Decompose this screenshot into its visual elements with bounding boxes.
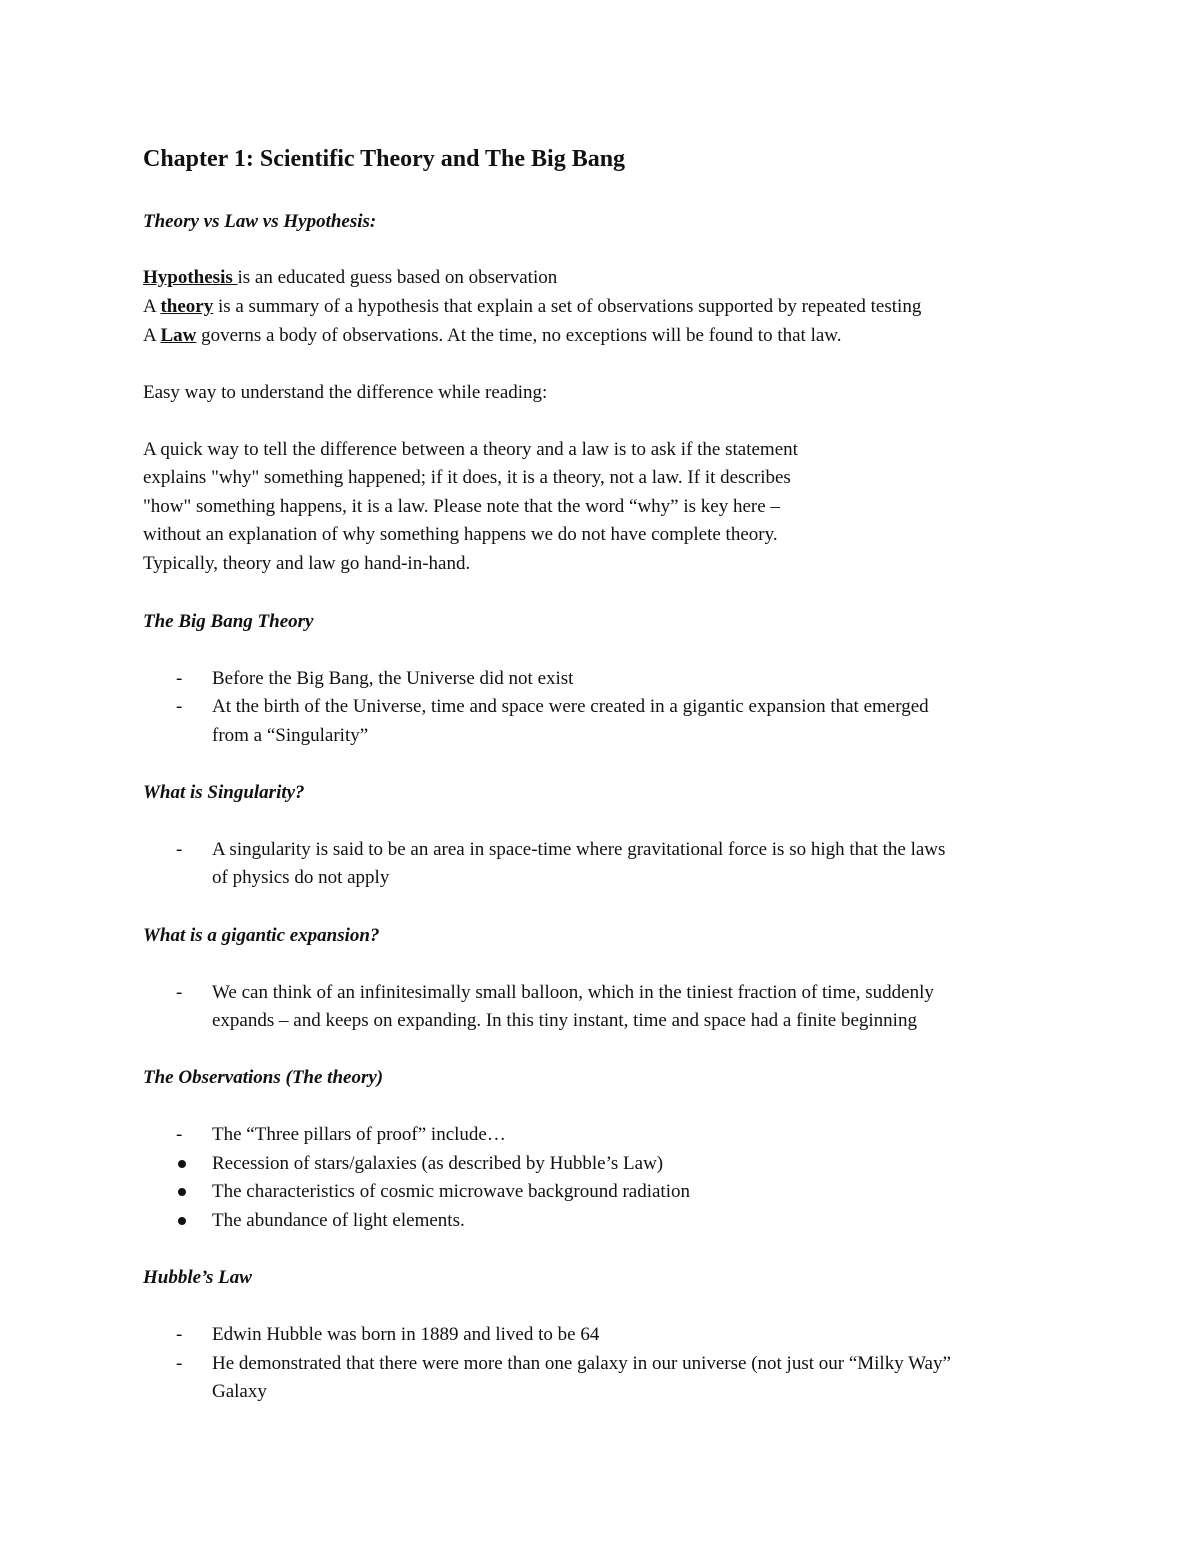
theory-term: theory	[160, 296, 214, 317]
bullet-item: Recession of stars/galaxies (as described by Hubble’s Law)	[212, 1153, 664, 1174]
list-item-continuation: expands – and keeps on expanding. In this tiny instant, time and space had a finite beginning	[212, 1010, 917, 1031]
dash-marker: -	[176, 839, 183, 860]
law-prefix: A	[143, 325, 161, 346]
law-definition	[143, 324, 842, 348]
theory-text: is a summary of a hypothesis that explain a set of observations supported by repeated testing	[213, 296, 922, 317]
bullet-item: The characteristics of cosmic microwave background radiation	[212, 1181, 690, 1202]
section-heading-singularity: What is Singularity?	[143, 782, 305, 803]
easy-way-line: Easy way to understand the difference while reading:	[143, 382, 548, 403]
theory-prefix: A	[143, 296, 161, 317]
dash-marker: -	[176, 1353, 183, 1374]
list-item: He demonstrated that there were more than one galaxy in our universe (not just our “Milky Way”	[212, 1353, 951, 1374]
dash-marker: -	[176, 1324, 183, 1345]
list-item: We can think of an infinitesimally small balloon, which in the tiniest fraction of time, suddenly	[212, 982, 934, 1003]
law-text: governs a body of observations. At the time, no exceptions will be found to that law.	[196, 325, 842, 346]
dash-marker: -	[176, 982, 183, 1003]
list-item: Before the Big Bang, the Universe did not exist	[212, 668, 574, 689]
bullet-icon	[178, 1217, 186, 1225]
list-item-continuation: from a “Singularity”	[212, 725, 369, 746]
bullet-icon	[178, 1188, 186, 1196]
hypothesis-definition	[143, 266, 557, 290]
dash-marker: -	[176, 696, 183, 717]
paragraph-line: "how" something happens, it is a law. Please note that the word “why” is key here –	[143, 496, 780, 517]
chapter-title: Chapter 1: Scientific Theory and The Big Bang	[143, 146, 626, 172]
bullet-icon	[178, 1160, 186, 1168]
list-item: Edwin Hubble was born in 1889 and lived to be 64	[212, 1324, 600, 1345]
section-heading-observations: The Observations (The theory)	[143, 1067, 384, 1088]
list-item: At the birth of the Universe, time and space were created in a gigantic expansion that emerged	[212, 696, 929, 717]
section-heading-big-bang: The Big Bang Theory	[143, 611, 314, 632]
dash-marker: -	[176, 1124, 183, 1145]
bullet-item: The abundance of light elements.	[212, 1210, 465, 1231]
section-heading-expansion: What is a gigantic expansion?	[143, 925, 380, 946]
dash-marker: -	[176, 668, 183, 689]
section-heading-theory-law-hypothesis: Theory vs Law vs Hypothesis:	[143, 211, 377, 232]
list-item-continuation: Galaxy	[212, 1381, 267, 1402]
list-item: The “Three pillars of proof” include…	[212, 1124, 506, 1145]
paragraph-line: without an explanation of why something happens we do not have complete theory.	[143, 524, 778, 545]
paragraph-line: explains "why" something happened; if it does, it is a theory, not a law. If it describes	[143, 467, 791, 488]
law-term: Law	[160, 325, 197, 346]
paragraph-line: A quick way to tell the difference between a theory and a law is to ask if the statement	[143, 439, 798, 460]
section-heading-hubble: Hubble’s Law	[143, 1267, 252, 1288]
paragraph-line: Typically, theory and law go hand-in-hand.	[143, 553, 471, 574]
list-item: A singularity is said to be an area in space-time where gravitational force is so high that the laws	[212, 839, 946, 860]
theory-definition	[143, 295, 921, 319]
hypothesis-text: is an educated guess based on observation	[237, 267, 558, 288]
list-item-continuation: of physics do not apply	[212, 867, 390, 888]
hypothesis-term: Hypothesis	[143, 267, 238, 288]
